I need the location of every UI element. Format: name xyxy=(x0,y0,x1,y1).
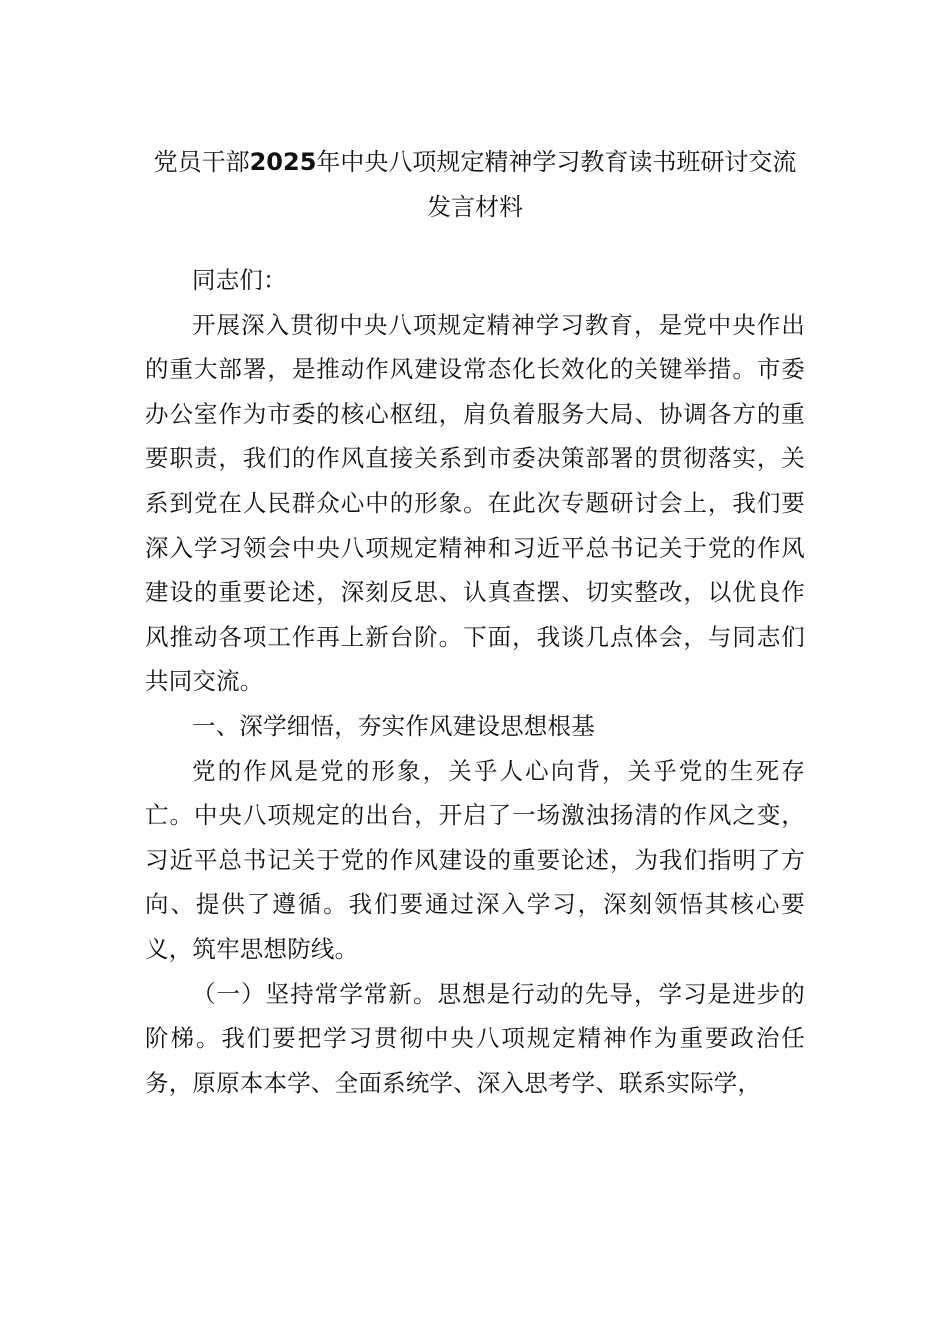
title-year: 2025 xyxy=(249,148,317,176)
title-suffix: 年中央八项规定精神学习教育读书班研讨交流发言材料 xyxy=(316,148,797,221)
document-page xyxy=(145,140,805,1105)
greeting: 同志们： xyxy=(192,266,287,294)
title-prefix: 党员干部 xyxy=(153,148,250,176)
paragraph-subsection-1: （一）坚持常学常新。思想是行动的先导，学习是进步的阶梯。我们要把学习贯彻中央八项规定精神作为重要政治任务，原原本本学、全面系统学、深入思考学、联系实际学， xyxy=(145,979,805,1097)
document-title xyxy=(145,140,805,230)
paragraph-section-1: 党的作风是党的形象，关乎人心向背，关乎党的生死存亡。中央八项规定的出台，开启了一场激浊扬清的作风之变，习近平总书记关于党的作风建设的重要论述，为我们指明了方向、提供了遵循。我们要通过深入学习，深刻领悟其核心要义，筑牢思想防线。 xyxy=(145,756,805,963)
paragraph-intro: 开展深入贯彻中央八项规定精神学习教育，是党中央作出的重大部署，是推动作风建设常态化长效化的关键举措。市委办公室作为市委的核心枢纽，肩负着服务大局、协调各方的重要职责，我们的作风直接关系到市委决策部署的贯彻落实，关系到党在人民群众心中的形象。在此次专题研讨会上，我们要深入学习领会中央八项规定精神和习近平总书记关于党的作风建设的重要论述，深刻反思、认真查摆、切实整改，以优良作风推动各项工作再上新台阶。下面，我谈几点体会，与同志们共同交流。 xyxy=(145,310,805,696)
section-heading-1: 一、深学细悟，夯实作风建设思想根基 xyxy=(192,711,595,740)
